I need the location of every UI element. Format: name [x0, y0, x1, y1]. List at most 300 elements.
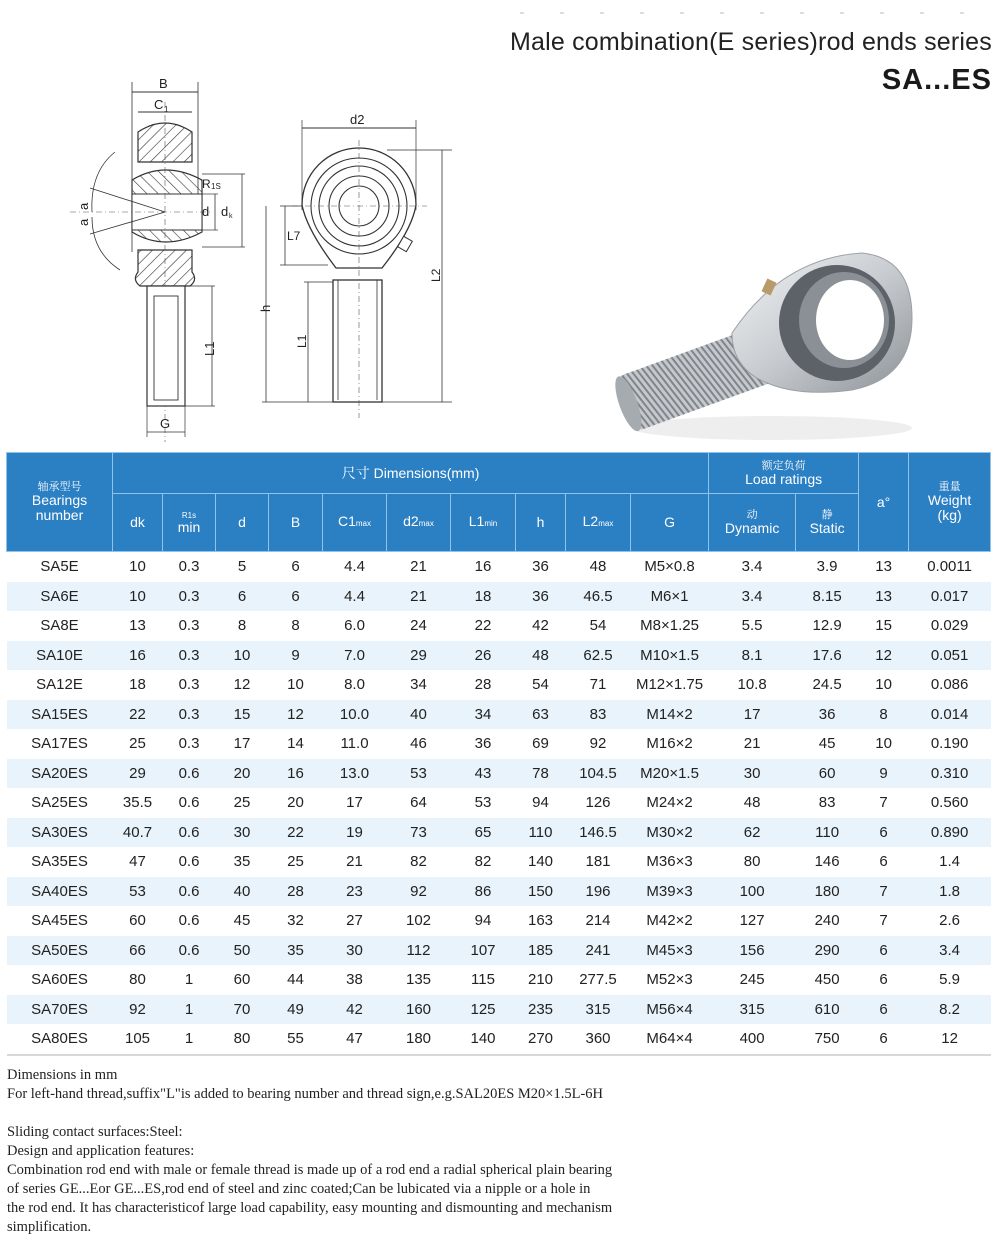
faint-top-rule — [520, 12, 980, 14]
table-cell: 140 — [451, 1024, 516, 1055]
table-cell: 36 — [532, 558, 549, 576]
table-cell: M20×1.5 — [631, 759, 709, 789]
table-cell: 47 — [323, 1024, 387, 1055]
table-cell: 92 — [387, 877, 451, 907]
header-b: B — [269, 494, 323, 552]
svg-text:1: 1 — [164, 105, 169, 114]
bearing-number-cell: SA20ES — [7, 759, 113, 789]
table-cell: 0.051 — [909, 641, 991, 671]
table-cell: 16 — [474, 558, 492, 576]
svg-text:L7: L7 — [287, 229, 301, 243]
table-cell: 53 — [113, 877, 163, 907]
table-cell: 92 — [113, 995, 163, 1025]
table-cell: 42 — [532, 617, 549, 635]
table-cell: M6×1 — [631, 582, 709, 612]
table-cell: 28 — [269, 877, 323, 907]
table-cell: 0.6 — [163, 759, 216, 789]
table-cell: 750 — [796, 1024, 859, 1055]
bearing-number-cell: SA30ES — [7, 818, 113, 848]
table-cell: 102 — [405, 912, 432, 930]
table-cell: M64×4 — [631, 1024, 709, 1055]
table-cell: 245 — [739, 971, 765, 989]
table-cell: 12 — [909, 1024, 991, 1055]
table-cell: 12 — [233, 676, 251, 694]
table-cell: 0.3 — [163, 582, 216, 612]
table-cell: 1.4 — [939, 853, 961, 871]
table-cell: 28 — [474, 676, 492, 694]
table-cell: 160 — [387, 995, 451, 1025]
table-cell: 610 — [796, 995, 859, 1025]
table-cell: 8 — [291, 617, 300, 635]
header-load-ratings: 额定负荷 Load ratings — [709, 453, 859, 494]
table-cell: 40 — [387, 700, 451, 730]
table-cell: 0.3 — [163, 641, 216, 671]
table-cell: 10.0 — [323, 700, 387, 730]
table-cell: 65 — [451, 818, 516, 848]
table-cell: 34 — [451, 700, 516, 730]
table-cell: 180 — [387, 1024, 451, 1055]
table-cell: 0.014 — [909, 700, 991, 730]
svg-text:a: a — [76, 202, 91, 210]
table-row — [7, 700, 991, 730]
table-cell: M36×3 — [646, 853, 693, 871]
header-dimensions: 尺寸 Dimensions(mm) — [113, 453, 709, 494]
side-section-drawing — [70, 72, 270, 452]
table-cell: 17 — [709, 700, 796, 730]
bearing-number-cell: SA6E — [7, 582, 113, 612]
table-cell: 10.8 — [737, 676, 767, 694]
table-cell: 55 — [269, 1024, 323, 1055]
header-c1-max: C1max — [323, 494, 387, 552]
table-cell: 16 — [269, 759, 323, 789]
table-cell: 6 — [291, 558, 300, 576]
table-cell: 62 — [709, 818, 796, 848]
table-cell: 107 — [451, 936, 516, 966]
table-cell: 8 — [859, 700, 909, 730]
table-row — [7, 582, 991, 612]
table-cell: 22 — [474, 617, 492, 635]
svg-text:a: a — [76, 218, 91, 226]
table-cell: 5.5 — [741, 617, 763, 635]
svg-text:C: C — [154, 97, 164, 112]
table-row — [7, 729, 991, 759]
table-cell: 0.017 — [909, 582, 991, 612]
table-cell: M42×2 — [646, 912, 693, 930]
table-cell: 40 — [216, 877, 269, 907]
table-cell: 0.6 — [178, 853, 200, 871]
header-r1s-min: R1s min — [163, 494, 216, 552]
table-cell: 22 — [113, 700, 163, 730]
table-cell: 0.3 — [178, 558, 200, 576]
table-cell: 17 — [346, 794, 363, 812]
table-cell: 126 — [585, 794, 611, 812]
table-cell: M56×4 — [631, 995, 709, 1025]
table-cell: 60 — [233, 971, 251, 989]
table-cell: 0.190 — [930, 735, 969, 753]
table-cell: 4.4 — [344, 558, 365, 576]
table-cell: 185 — [516, 936, 566, 966]
bearing-number-cell: SA60ES — [31, 971, 88, 989]
table-cell: 315 — [709, 995, 796, 1025]
table-cell: 43 — [451, 759, 516, 789]
table-row — [7, 552, 991, 582]
table-cell: 0.310 — [909, 759, 991, 789]
svg-text:h: h — [258, 304, 273, 312]
svg-text:L1: L1 — [295, 334, 309, 348]
table-cell: 14 — [287, 735, 304, 753]
table-cell: 7 — [879, 912, 888, 930]
table-cell: 112 — [387, 936, 451, 966]
table-cell: 127 — [739, 912, 765, 930]
table-row — [7, 670, 991, 700]
table-cell: 1 — [163, 1024, 216, 1055]
bearing-number-cell: SA17ES — [31, 735, 88, 753]
table-cell: M30×2 — [631, 818, 709, 848]
header-alpha: a° — [859, 453, 909, 552]
table-cell: 400 — [709, 1024, 796, 1055]
table-cell: 1 — [184, 971, 194, 989]
table-cell: 9 — [859, 759, 909, 789]
table-cell: 3.4 — [909, 936, 991, 966]
table-cell: 12 — [269, 700, 323, 730]
header-l1-min: L1min — [451, 494, 516, 552]
table-cell: 181 — [585, 853, 611, 871]
table-cell: 21 — [346, 853, 363, 871]
header-dynamic: 动 Dynamic — [709, 494, 796, 552]
svg-text:G: G — [160, 416, 171, 431]
table-cell: 146 — [814, 853, 840, 871]
table-cell: 315 — [566, 995, 631, 1025]
table-cell: M14×2 — [631, 700, 709, 730]
table-cell: 45 — [233, 912, 251, 930]
table-cell: 1 — [163, 995, 216, 1025]
bearing-number-cell: SA25ES — [31, 794, 88, 812]
table-cell: 80 — [216, 1024, 269, 1055]
note-units: Dimensions in mm — [7, 1067, 118, 1083]
table-cell: 16 — [113, 641, 163, 671]
table-row — [7, 995, 991, 1025]
table-row — [7, 936, 991, 966]
bearing-number-cell: SA12E — [36, 676, 83, 694]
table-cell: 150 — [516, 877, 566, 907]
svg-text:d: d — [202, 204, 210, 219]
table-cell: 8.1 — [709, 641, 796, 671]
table-cell: 180 — [796, 877, 859, 907]
table-cell: 21 — [410, 558, 427, 576]
table-cell: M52×3 — [646, 971, 693, 989]
bearing-number-cell: SA10E — [7, 641, 113, 671]
table-cell: 24.5 — [812, 676, 842, 694]
table-cell: 48 — [743, 794, 761, 812]
table-cell: 0.029 — [930, 617, 969, 635]
table-cell: 110 — [516, 818, 566, 848]
bearing-number-cell: SA8E — [40, 617, 79, 635]
header-dk: dk — [113, 494, 163, 552]
table-cell: 13.0 — [323, 759, 387, 789]
table-cell: 17 — [233, 735, 251, 753]
table-cell: 17.6 — [796, 641, 859, 671]
table-cell: 8 — [237, 617, 247, 635]
note-description-4: simplification. — [7, 1219, 92, 1235]
header-bearing-number: 轴承型号 Bearings number — [7, 453, 113, 552]
table-cell: 24 — [410, 617, 427, 635]
table-cell: 146.5 — [566, 818, 631, 848]
table-cell: 53 — [387, 759, 451, 789]
table-row — [7, 1024, 991, 1055]
table-cell: 6 — [859, 1024, 909, 1055]
table-cell: 35.5 — [122, 794, 153, 812]
bearing-number-cell: SA70ES — [7, 995, 113, 1025]
table-cell: 94 — [532, 794, 549, 812]
table-cell: 29 — [387, 641, 451, 671]
table-cell: M45×3 — [631, 936, 709, 966]
table-cell: 47 — [129, 853, 146, 871]
note-description-3: the rod end. It has characteristicof large load capability, easy mounting and dismounting and mechanism — [7, 1200, 613, 1216]
table-cell: 73 — [387, 818, 451, 848]
table-cell: 12.9 — [812, 617, 842, 635]
table-cell: 8.2 — [909, 995, 991, 1025]
table-cell: 64 — [410, 794, 427, 812]
table-cell: 0.3 — [178, 617, 200, 635]
table-cell: 210 — [527, 971, 554, 989]
table-cell: 3.4 — [741, 558, 763, 576]
table-cell: 0.6 — [163, 936, 216, 966]
table-cell: 63 — [516, 700, 566, 730]
table-cell: 27 — [346, 912, 363, 930]
table-cell: 46 — [410, 735, 427, 753]
bearing-number-cell: SA15ES — [7, 700, 113, 730]
svg-text:R: R — [202, 177, 211, 191]
table-cell: 10 — [875, 735, 892, 753]
table-cell: 6 — [879, 971, 888, 989]
table-cell: 8.15 — [796, 582, 859, 612]
table-cell: 6 — [216, 582, 269, 612]
bearing-number-cell: SA40ES — [7, 877, 113, 907]
table-row — [7, 759, 991, 789]
table-cell: 10 — [287, 676, 304, 694]
svg-text:k: k — [229, 213, 233, 220]
table-cell: 30 — [216, 818, 269, 848]
bearing-number-cell: SA50ES — [7, 936, 113, 966]
table-cell: 11.0 — [340, 735, 369, 753]
table-cell: M12×1.75 — [635, 676, 704, 694]
table-cell: 70 — [216, 995, 269, 1025]
table-cell: 53 — [474, 794, 492, 812]
series-code: SA...ES — [881, 64, 992, 96]
bearing-number-cell: SA5E — [40, 558, 79, 576]
table-cell: 8.0 — [344, 676, 365, 694]
table-row — [7, 641, 991, 671]
table-cell: 156 — [709, 936, 796, 966]
table-cell: 36 — [474, 735, 492, 753]
table-cell: M5×0.8 — [644, 558, 695, 576]
table-cell: M39×3 — [631, 877, 709, 907]
notes-block — [7, 1066, 727, 1237]
table-cell: 10 — [216, 641, 269, 671]
table-cell: 44 — [287, 971, 304, 989]
table-cell: 19 — [323, 818, 387, 848]
table-row — [7, 877, 991, 907]
table-cell: 20 — [287, 794, 304, 812]
table-cell: M24×2 — [646, 794, 693, 812]
table-cell: 4.4 — [323, 582, 387, 612]
header-l2-max: L2max — [566, 494, 631, 552]
table-cell: 22 — [269, 818, 323, 848]
table-cell: M16×2 — [646, 735, 693, 753]
table-cell: 86 — [451, 877, 516, 907]
table-cell: 6 — [859, 995, 909, 1025]
table-cell: 34 — [410, 676, 427, 694]
table-cell: 46.5 — [566, 582, 631, 612]
table-cell: 82 — [410, 853, 427, 871]
note-description-1: Combination rod end with male or female thread is made up of a rod end a radial spherical plain bearing — [7, 1162, 613, 1178]
table-row — [7, 788, 991, 818]
table-cell: 35 — [233, 853, 251, 871]
table-cell: 54 — [589, 617, 607, 635]
table-cell: 35 — [269, 936, 323, 966]
table-cell: 42 — [323, 995, 387, 1025]
spec-table — [6, 452, 991, 1056]
table-cell: 360 — [566, 1024, 631, 1055]
table-cell: M10×1.5 — [631, 641, 709, 671]
table-cell: 30 — [323, 936, 387, 966]
table-cell: 0.3 — [178, 735, 200, 753]
table-cell: 62.5 — [566, 641, 631, 671]
table-cell: 80 — [129, 971, 146, 989]
spec-table-body — [7, 552, 991, 1055]
table-cell: 13 — [859, 582, 909, 612]
table-cell: 48 — [589, 558, 607, 576]
table-cell: 36 — [516, 582, 566, 612]
table-cell: 12 — [859, 641, 909, 671]
table-cell: 0.6 — [163, 818, 216, 848]
table-row — [7, 818, 991, 848]
table-cell: 7 — [859, 877, 909, 907]
table-cell: 6 — [859, 936, 909, 966]
table-cell: 10 — [129, 558, 146, 576]
table-cell: 6 — [859, 818, 909, 848]
table-cell: 115 — [471, 971, 495, 989]
table-cell: 163 — [527, 912, 554, 930]
table-cell: 6.0 — [344, 617, 365, 635]
table-cell: 60 — [129, 912, 146, 930]
table-cell: 36 — [796, 700, 859, 730]
table-cell: M8×1.25 — [640, 617, 699, 635]
bearing-number-cell: SA45ES — [31, 912, 88, 930]
table-cell: 83 — [566, 700, 631, 730]
table-cell: 196 — [566, 877, 631, 907]
table-cell: 45 — [818, 735, 836, 753]
table-cell: 9 — [269, 641, 323, 671]
table-cell: 0.3 — [163, 700, 216, 730]
header-weight: 重量 Weight (kg) — [909, 453, 991, 552]
table-cell: 0.890 — [909, 818, 991, 848]
header-d: d — [216, 494, 269, 552]
table-cell: 80 — [743, 853, 761, 871]
table-cell: 18 — [129, 676, 146, 694]
table-cell: 270 — [516, 1024, 566, 1055]
bearing-number-cell: SA35ES — [31, 853, 88, 871]
table-cell: 48 — [516, 641, 566, 671]
note-description-2: of series GE...Eor GE...ES,rod end of steel and zinc coated;Can be lubicated via a nipple or a hole in — [7, 1181, 591, 1197]
table-cell: 241 — [566, 936, 631, 966]
table-cell: 60 — [796, 759, 859, 789]
header-h: h — [516, 494, 566, 552]
table-cell: 21 — [743, 735, 761, 753]
svg-text:d2: d2 — [350, 112, 365, 127]
note-left-hand-thread: For left-hand thread,suffix"L"is added to bearing number and thread sign,e.g.SAL20ES M20×1.5L-6H — [7, 1086, 604, 1102]
table-cell: 3.4 — [709, 582, 796, 612]
page-title: Male combination(E series)rod ends series — [509, 28, 992, 56]
table-cell: 18 — [451, 582, 516, 612]
table-row — [7, 906, 991, 936]
svg-text:1S: 1S — [211, 182, 221, 191]
table-cell: 100 — [709, 877, 796, 907]
table-cell: 15 — [216, 700, 269, 730]
front-view-drawing — [252, 100, 472, 420]
table-cell: 23 — [323, 877, 387, 907]
table-cell: 5 — [237, 558, 247, 576]
table-cell: 25 — [233, 794, 251, 812]
table-cell: 277.5 — [579, 971, 617, 989]
table-cell: 2.6 — [939, 912, 961, 930]
table-cell: 6 — [269, 582, 323, 612]
table-cell: 140 — [527, 853, 554, 871]
table-cell: 13 — [129, 617, 146, 635]
table-cell: 13 — [875, 558, 892, 576]
svg-text:B: B — [159, 76, 168, 91]
svg-text:L2: L2 — [429, 268, 443, 282]
table-cell: 30 — [709, 759, 796, 789]
table-cell: 0.086 — [930, 676, 969, 694]
table-cell: 0.6 — [178, 794, 200, 812]
table-cell: 0.6 — [163, 877, 216, 907]
table-cell: 50 — [216, 936, 269, 966]
bearing-number-cell: SA80ES — [7, 1024, 113, 1055]
table-cell: 125 — [451, 995, 516, 1025]
header-static: 静 Static — [796, 494, 859, 552]
table-cell: 26 — [451, 641, 516, 671]
table-cell: 21 — [387, 582, 451, 612]
table-cell: 82 — [474, 853, 492, 871]
header-d2-max: d2max — [387, 494, 451, 552]
table-cell: 135 — [405, 971, 432, 989]
table-row — [7, 847, 991, 877]
table-cell: 25 — [129, 735, 146, 753]
table-cell: 71 — [589, 676, 607, 694]
table-cell: 20 — [216, 759, 269, 789]
rod-end-photo — [612, 238, 922, 448]
table-cell: 235 — [516, 995, 566, 1025]
table-cell: 7 — [879, 794, 888, 812]
table-cell: 110 — [796, 818, 859, 848]
table-cell: 5.9 — [939, 971, 961, 989]
table-cell: 66 — [113, 936, 163, 966]
table-cell: 69 — [532, 735, 549, 753]
table-cell: 29 — [113, 759, 163, 789]
table-row — [7, 965, 991, 995]
table-cell: 7.0 — [323, 641, 387, 671]
table-cell: 0.3 — [178, 676, 200, 694]
table-cell: 104.5 — [566, 759, 631, 789]
table-cell: 0.560 — [930, 794, 969, 812]
table-cell: 54 — [532, 676, 549, 694]
table-cell: 40.7 — [113, 818, 163, 848]
table-cell: 290 — [796, 936, 859, 966]
table-row — [7, 611, 991, 641]
table-cell: 10 — [113, 582, 163, 612]
table-cell: 25 — [287, 853, 304, 871]
